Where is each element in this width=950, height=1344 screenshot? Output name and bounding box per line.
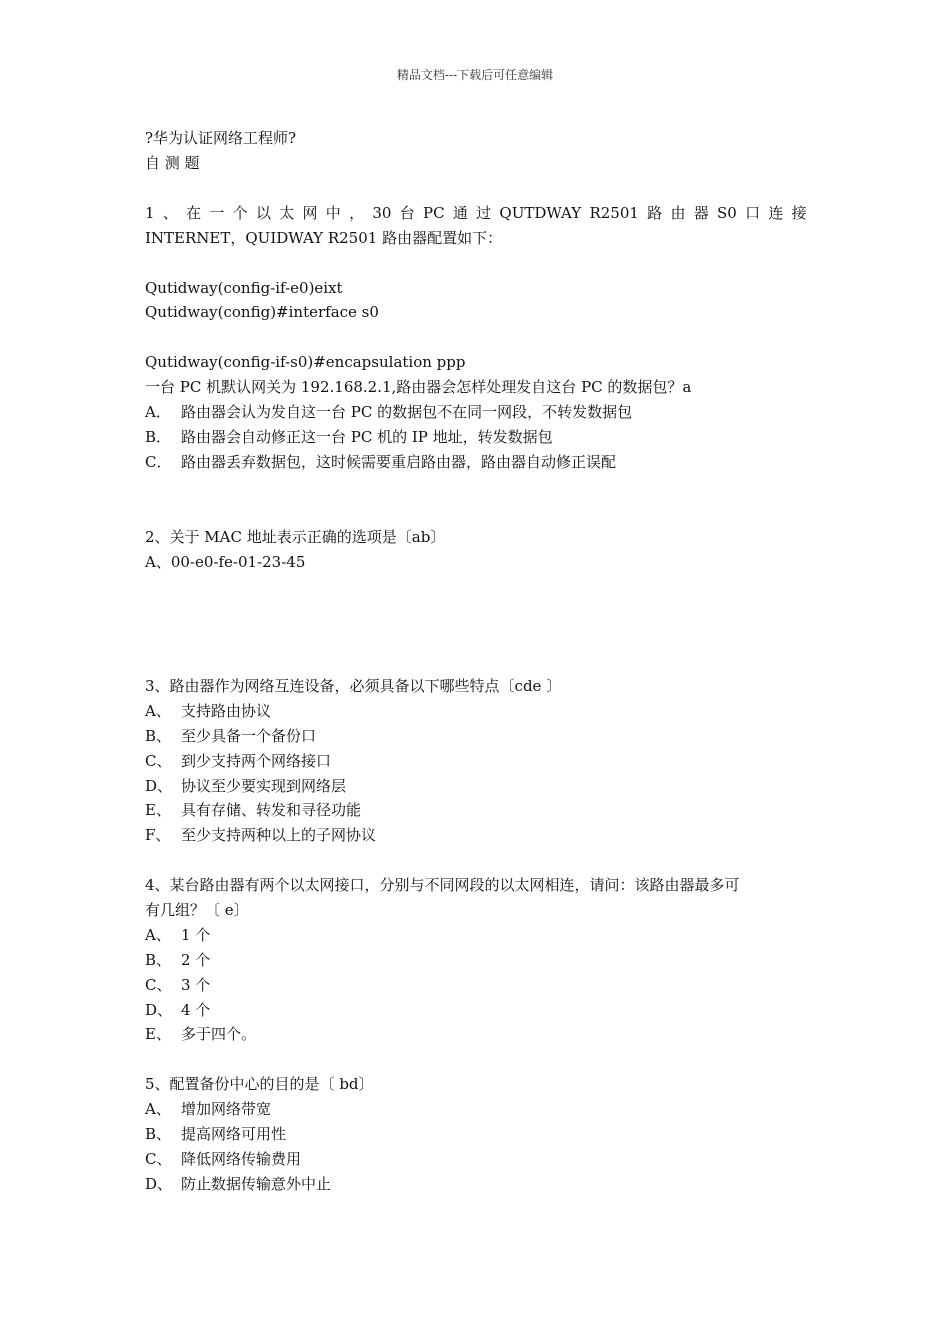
question-1-word: 由 <box>670 204 686 222</box>
question-1-word: 过 <box>476 204 492 222</box>
option-text: 4 个 <box>181 1001 211 1019</box>
question-3-option-b <box>145 726 807 746</box>
option-label: E、 <box>145 1025 171 1043</box>
question-1-word: 通 <box>452 204 468 222</box>
option-text: 多于四个。 <box>181 1025 257 1043</box>
option-label: C． <box>145 453 172 471</box>
option-label: E、 <box>145 801 171 819</box>
option-text: 至少具备一个备份口 <box>181 727 317 745</box>
option-label: A． <box>145 403 171 421</box>
question-3-option-d <box>145 776 807 796</box>
question-1-word: 个 <box>232 204 248 222</box>
question-5-text: 5、配置备份中心的目的是〔 bd〕 <box>145 1075 374 1093</box>
option-text: 3 个 <box>181 976 211 994</box>
option-text: 提高网络可用性 <box>181 1125 287 1143</box>
question-5-option-c <box>145 1149 807 1169</box>
option-label: B． <box>145 428 172 446</box>
question-5-option-a <box>145 1099 807 1119</box>
option-label: C、 <box>145 752 172 770</box>
question-1-word: 网 <box>302 204 318 222</box>
question-1-word: S0 <box>717 204 737 222</box>
document-title: ?华为认证网络工程师? <box>145 129 297 147</box>
option-label: B、 <box>145 951 172 969</box>
question-4-option-e <box>145 1024 807 1044</box>
question-1-option-a <box>145 402 807 422</box>
option-text: 支持路由协议 <box>181 702 272 720</box>
question-5-option-d <box>145 1174 807 1194</box>
option-label: D、 <box>145 1175 173 1193</box>
question-1-word: 连 <box>768 204 784 222</box>
question-1-word: PC <box>422 204 445 222</box>
option-text: 1 个 <box>181 926 211 944</box>
question-3-option-a <box>145 701 807 721</box>
question-1-option-b <box>145 427 807 447</box>
question-1-word: 台 <box>399 204 415 222</box>
question-1-word: 接 <box>791 204 807 222</box>
option-text: 协议至少要实现到网络层 <box>181 777 347 795</box>
document-subtitle: 自 测 题 <box>145 154 200 172</box>
question-4-option-b <box>145 950 807 970</box>
question-1-word: 器 <box>693 204 709 222</box>
option-text: 路由器会自动修正这一台 PC 机的 IP 地址，转发数据包 <box>181 428 553 446</box>
question-1-word: ， <box>349 204 365 222</box>
question-5-option-b <box>145 1124 807 1144</box>
question-1-word: R2501 <box>589 204 639 222</box>
question-4-line-1: 4、某台路由器有两个以太网接口，分别与不同网段的以太网相连，请问：该路由器最多可 <box>145 876 740 894</box>
option-text: 到少支持两个网络接口 <box>181 752 332 770</box>
question-1-word: 中 <box>325 204 341 222</box>
option-label: A、 <box>145 1100 171 1118</box>
option-text: 至少支持两种以上的子网协议 <box>181 826 377 844</box>
option-label: D、 <box>145 777 173 795</box>
question-1-word: 路 <box>647 204 663 222</box>
question-1-word: 在 <box>186 204 202 222</box>
option-label: A、 <box>145 926 171 944</box>
question-1-word: 1 <box>145 204 155 222</box>
question-4-option-a <box>145 925 807 945</box>
question-4-option-d <box>145 1000 807 1020</box>
question-1-option-c <box>145 452 807 472</box>
question-4-line-2: 有几组？〔 e〕 <box>145 901 249 919</box>
option-text: 路由器会认为发自这一台 PC 的数据包不在同一网段，不转发数据包 <box>181 403 633 421</box>
option-label: B、 <box>145 727 172 745</box>
config-line-2: Qutidway(config)#interface s0 <box>145 303 379 321</box>
question-2-text: 2、关于 MAC 地址表示正确的选项是〔ab〕 <box>145 528 446 546</box>
question-3-text: 3、路由器作为网络互连设备，必须具备以下哪些特点〔cde 〕 <box>145 677 562 695</box>
question-1-word: 30 <box>372 204 392 222</box>
page-header: 精品文档---下载后可任意编辑 <box>396 68 554 82</box>
question-1-line-1 <box>145 203 807 223</box>
option-label: A、 <box>145 702 171 720</box>
question-1-word: 以 <box>255 204 271 222</box>
question-1-word: 一 <box>209 204 225 222</box>
question-1-word: QUTDWAY <box>499 204 582 222</box>
option-text: 降低网络传输费用 <box>181 1150 302 1168</box>
question-3-option-c <box>145 751 807 771</box>
question-1-word: 太 <box>279 204 295 222</box>
config-line-1: Qutidway(config-if-e0)eixt <box>145 279 343 297</box>
option-label: B、 <box>145 1125 172 1143</box>
config-line-3: Qutidway(config-if-s0)#encapsulation ppp <box>145 353 466 371</box>
option-label: F、 <box>145 826 171 844</box>
question-1-word: 、 <box>162 204 178 222</box>
question-4-option-c <box>145 975 807 995</box>
option-text: 增加网络带宽 <box>181 1100 272 1118</box>
option-label: D、 <box>145 1001 173 1019</box>
option-text: 2 个 <box>181 951 211 969</box>
question-2-option-a: A、00-e0-fe-01-23-45 <box>145 553 306 571</box>
option-text: 具有存储、转发和寻径功能 <box>181 801 362 819</box>
option-text: 路由器丢弃数据包，这时候需要重启路由器，路由器自动修正误配 <box>181 453 617 471</box>
option-text: 防止数据传输意外中止 <box>181 1175 332 1193</box>
option-label: C、 <box>145 1150 172 1168</box>
question-1-text: 一台 PC 机默认网关为 192.168.2.1,路由器会怎样处理发自这台 PC 的数据包？a <box>145 378 692 396</box>
question-1-word: 口 <box>745 204 761 222</box>
option-label: C、 <box>145 976 172 994</box>
question-1-line-2: INTERNET，QUIDWAY R2501 路由器配置如下： <box>145 229 503 247</box>
question-3-option-e <box>145 800 807 820</box>
question-3-option-f <box>145 825 807 845</box>
